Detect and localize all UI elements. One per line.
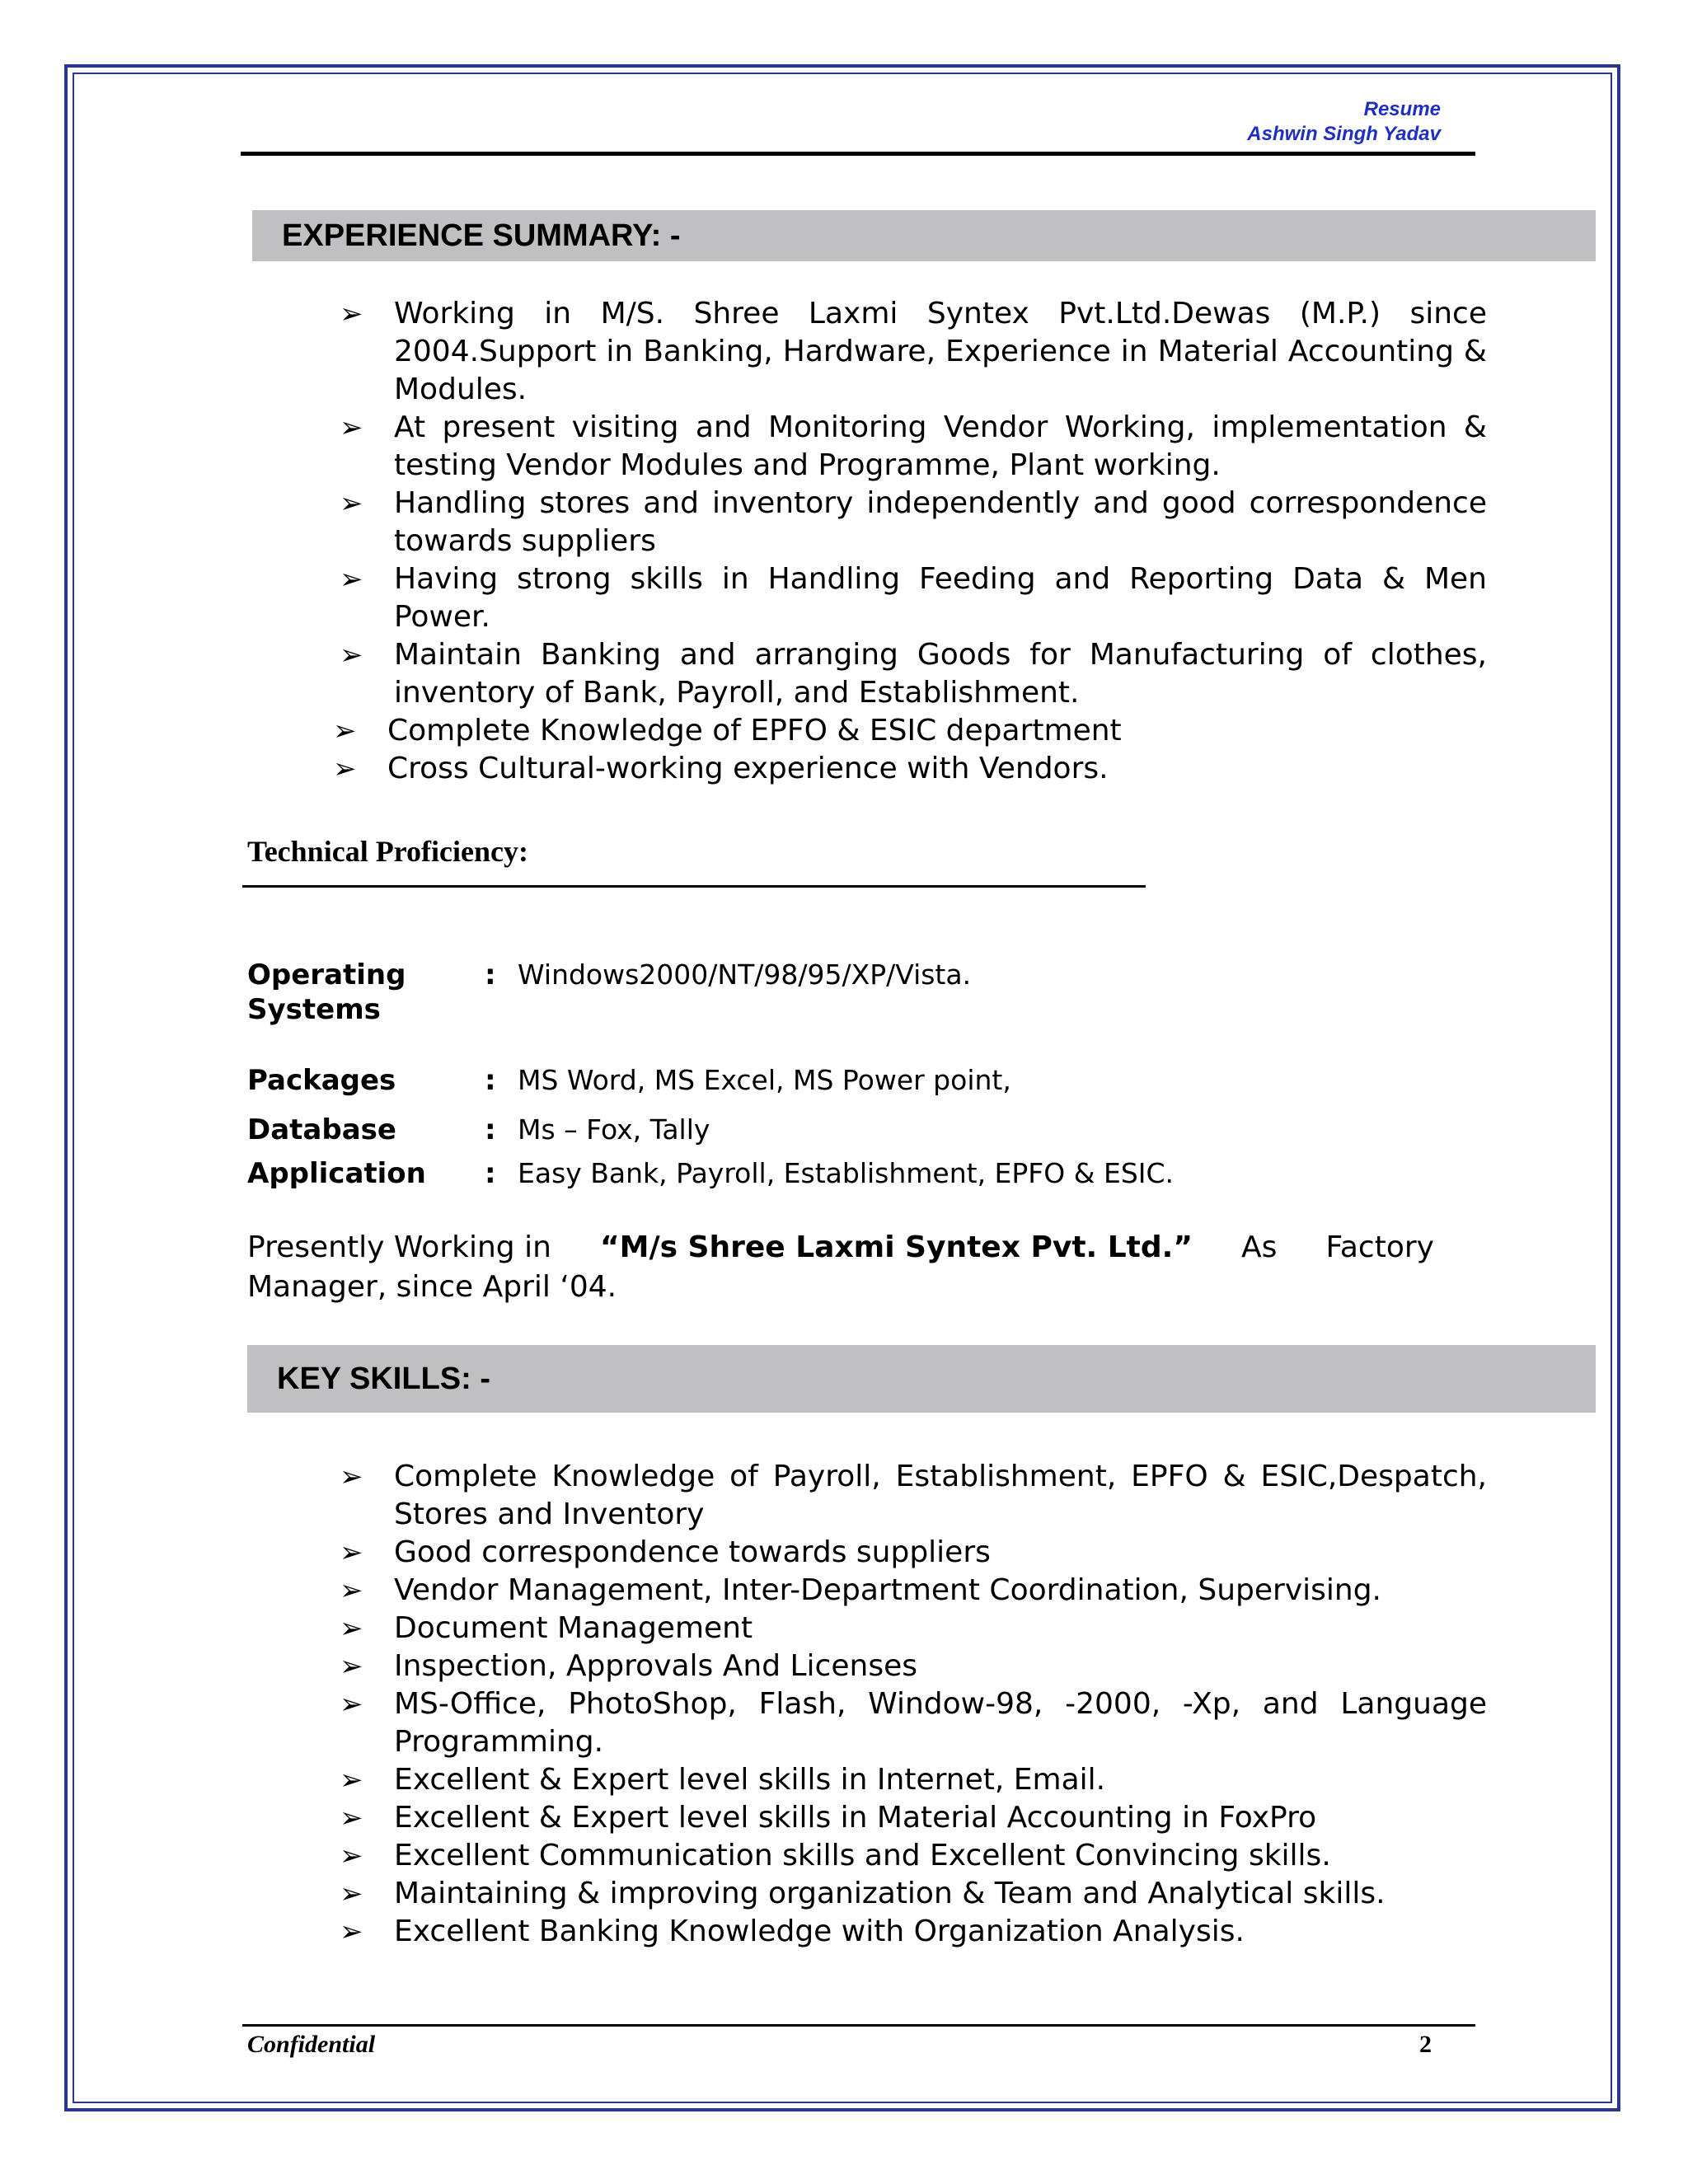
arrowhead-bullet-icon: ➢ xyxy=(340,1688,363,1721)
experience-item: ➢ Having strong skills in Handling Feeding and Reporting Data & Men Power. xyxy=(340,562,1487,634)
arrowhead-bullet-icon: ➢ xyxy=(340,298,363,330)
prof-value-application: Easy Bank, Payroll, Establishment, EPFO & ESIC. xyxy=(518,1157,1175,1189)
arrowhead-bullet-icon: ➢ xyxy=(340,487,363,520)
experience-item: ➢ Handling stores and inventory independently and good correspondence towards suppliers xyxy=(340,486,1487,558)
key-skills-title: KEY SKILLS: - xyxy=(277,1361,490,1396)
experience-item: ➢ Cross Cultural-working experience with Vendors. xyxy=(333,750,1487,788)
prof-value-packages: MS Word, MS Excel, MS Power point, xyxy=(518,1064,1011,1096)
skill-item: ➢ Excellent Banking Knowledge with Organization Analysis. xyxy=(340,1913,1487,1951)
header-doc-type: Resume xyxy=(1363,98,1441,120)
page-number: 2 xyxy=(1419,2031,1432,2058)
present-position-paragraph xyxy=(247,1228,1434,1307)
present-role: Factory xyxy=(1325,1230,1434,1264)
footer-rule xyxy=(242,2024,1475,2027)
skill-item: ➢ Vendor Management, Inter-Department Coordination, Supervising. xyxy=(340,1572,1487,1610)
prof-label-operating-systems: Operating Systems xyxy=(247,958,406,1026)
arrowhead-bullet-icon: ➢ xyxy=(340,411,363,444)
prof-label-database: Database xyxy=(247,1113,396,1146)
prof-colon: : xyxy=(485,1157,496,1190)
skill-item: ➢ Excellent & Expert level skills in Material Accounting in FoxPro xyxy=(340,1799,1487,1837)
arrowhead-bullet-icon: ➢ xyxy=(340,1915,363,1948)
present-as: As xyxy=(1241,1230,1278,1264)
experience-summary-title: EXPERIENCE SUMMARY: - xyxy=(282,218,681,253)
prof-value-operating-systems: Windows2000/NT/98/95/XP/Vista. xyxy=(518,958,972,991)
key-skills-heading xyxy=(247,1345,1596,1413)
technical-proficiency-rule xyxy=(242,885,1146,888)
header-name: Ashwin Singh Yadav xyxy=(1247,123,1441,145)
arrowhead-bullet-icon: ➢ xyxy=(340,1764,363,1797)
experience-item: ➢ At present visiting and Monitoring Vendor Working, implementation & testing Vendor Modules and Programme, Plant working. xyxy=(340,410,1487,482)
present-prefix: Presently Working in xyxy=(247,1230,551,1264)
present-line2: Manager, since April ‘04. xyxy=(247,1270,617,1304)
skill-item: ➢ MS-Office, PhotoShop, Flash, Window-98, -2000, -Xp, and Language Programming. xyxy=(340,1687,1487,1759)
skill-item: ➢ Good correspondence towards suppliers xyxy=(340,1534,1487,1572)
present-company: “M/s Shree Laxmi Syntex Pvt. Ltd.” xyxy=(599,1230,1193,1264)
arrowhead-bullet-icon: ➢ xyxy=(340,1802,363,1835)
technical-proficiency-heading: Technical Proficiency: xyxy=(247,835,528,868)
skill-item: ➢ Document Management xyxy=(340,1610,1487,1647)
prof-value-database: Ms – Fox, Tally xyxy=(518,1113,710,1146)
header-rule xyxy=(241,152,1475,156)
arrowhead-bullet-icon: ➢ xyxy=(333,752,357,785)
experience-summary-heading xyxy=(252,210,1596,261)
arrowhead-bullet-icon: ➢ xyxy=(340,1460,363,1493)
prof-colon: : xyxy=(485,1113,496,1146)
skill-item: ➢ Maintaining & improving organization & Team and Analytical skills. xyxy=(340,1875,1487,1913)
skill-item: ➢ Excellent & Expert level skills in Internet, Email. xyxy=(340,1761,1487,1799)
experience-item: ➢ Working in M/S. Shree Laxmi Syntex Pvt.Ltd.Dewas (M.P.) since 2004.Support in Banking, Hardware, Experience in Material Accounting & Modules. xyxy=(340,297,1487,406)
arrowhead-bullet-icon: ➢ xyxy=(333,715,357,748)
arrowhead-bullet-icon: ➢ xyxy=(340,1574,363,1607)
experience-list xyxy=(333,295,1487,788)
prof-colon: : xyxy=(485,958,496,991)
key-skills-list xyxy=(340,1458,1487,1951)
arrowhead-bullet-icon: ➢ xyxy=(340,1650,363,1683)
experience-item: ➢ Maintain Banking and arranging Goods for Manufacturing of clothes, inventory of Bank, Payroll, and Establishment. xyxy=(340,638,1487,710)
experience-item: ➢ Complete Knowledge of EPFO & ESIC department xyxy=(333,712,1487,750)
skill-item: ➢ Inspection, Approvals And Licenses xyxy=(340,1647,1487,1685)
arrowhead-bullet-icon: ➢ xyxy=(340,639,363,672)
arrowhead-bullet-icon: ➢ xyxy=(340,1536,363,1569)
prof-colon: : xyxy=(485,1064,496,1097)
arrowhead-bullet-icon: ➢ xyxy=(340,1877,363,1910)
arrowhead-bullet-icon: ➢ xyxy=(340,1612,363,1645)
footer-confidential: Confidential xyxy=(247,2031,376,2058)
skill-item: ➢ Excellent Communication skills and Excellent Convincing skills. xyxy=(340,1837,1487,1875)
skill-item: ➢ Complete Knowledge of Payroll, Establishment, EPFO & ESIC,Despatch, Stores and Inventory xyxy=(340,1460,1487,1531)
arrowhead-bullet-icon: ➢ xyxy=(340,563,363,596)
arrowhead-bullet-icon: ➢ xyxy=(340,1840,363,1872)
prof-label-application: Application xyxy=(247,1157,426,1190)
prof-label-packages: Packages xyxy=(247,1064,396,1097)
